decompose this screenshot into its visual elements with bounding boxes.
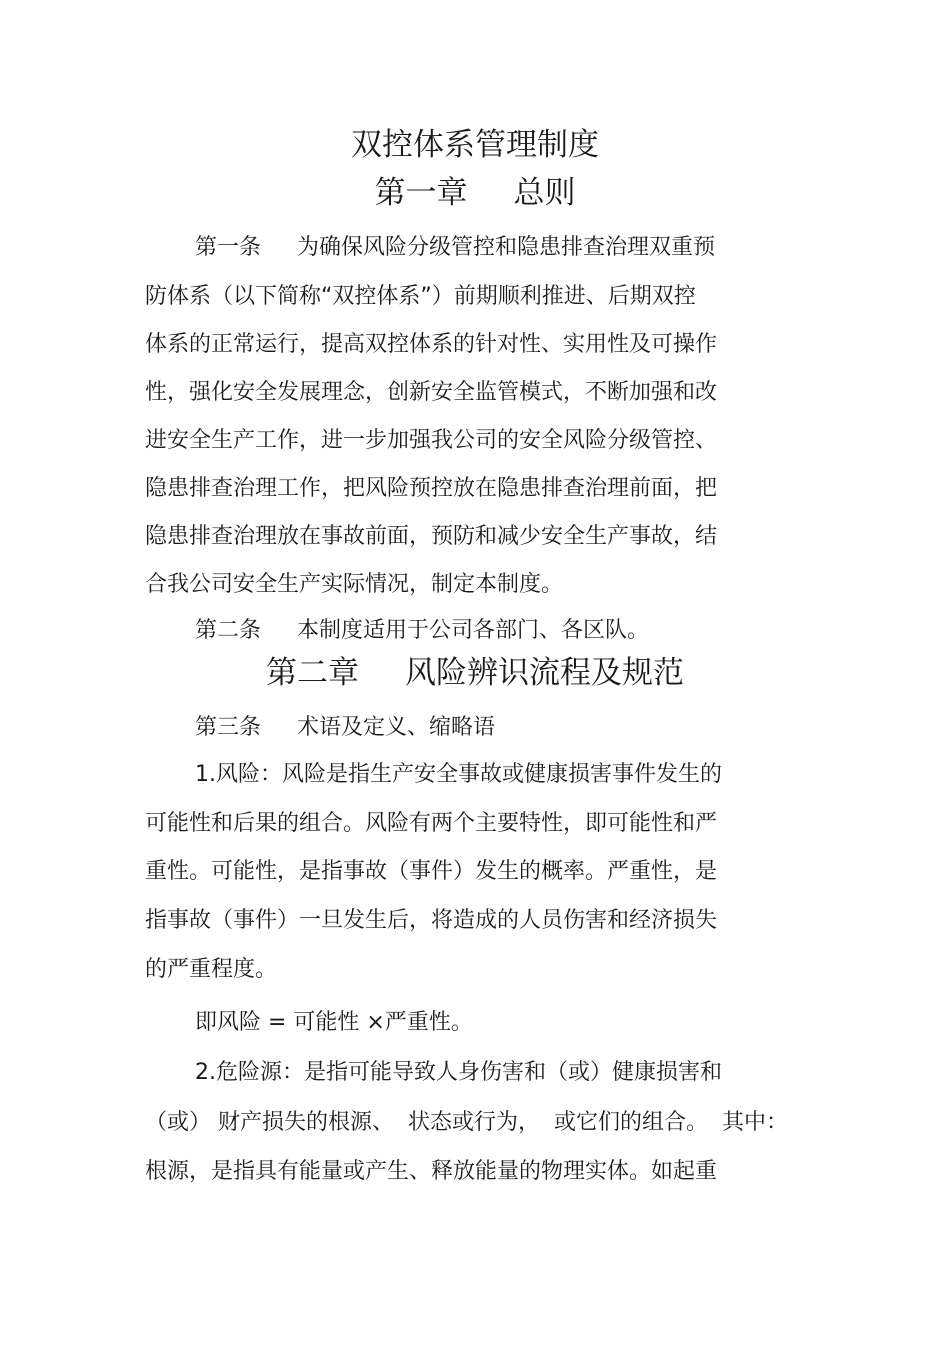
- article-1-line: 防体系（以下简称“双控体系”）前期顺利推进、后期双控: [145, 284, 696, 309]
- article-3-text: 术语及定义、缩略语: [297, 715, 496, 740]
- chapter-2-name: 风险辨识流程及规范: [405, 655, 684, 691]
- definition-1-line: 指事故（事件）一旦发生后，将造成的人员伤害和经济损失: [145, 908, 718, 933]
- article-3-label: 第三条: [195, 715, 262, 740]
- definition-1-line: 的严重程度。: [145, 957, 278, 982]
- article-2-text: 本制度适用于公司各部门、各区队。: [297, 618, 650, 643]
- article-1-line: 隐患排查治理放在事故前面，预防和减少安全生产事故，结: [145, 524, 718, 549]
- article-1-line: 性，强化安全发展理念，创新安全监管模式，不断加强和改: [145, 380, 718, 405]
- definition-2-line: （或） 财产损失的根源、 状态或行为， 或它们的组合。 其中：: [145, 1110, 788, 1135]
- article-1-label: 第一条: [195, 235, 262, 260]
- definition-2-line: 根源，是指具有能量或产生、释放能量的物理实体。如起重: [145, 1159, 718, 1184]
- definition-1-line: 重性。可能性，是指事故（事件）发生的概率。严重性，是: [145, 859, 718, 884]
- chapter-2-heading: [0, 653, 950, 693]
- document-title: 双控体系管理制度: [351, 127, 599, 163]
- definition-1-line: 1.风险：风险是指生产安全事故或健康损害事件发生的: [195, 762, 722, 787]
- article-1-line: [195, 233, 855, 263]
- article-1-line: 体系的正常运行，提高双控体系的针对性、实用性及可操作: [145, 332, 718, 357]
- article-1-text: 为确保风险分级管控和隐患排查治理双重预: [297, 235, 716, 260]
- risk-formula: 即风险 = 可能性 ×严重性。: [195, 1010, 473, 1035]
- article-1-line: 隐患排查治理工作，把风险预控放在隐患排查治理前面，把: [145, 476, 718, 501]
- article-1-line: 合我公司安全生产实际情况，制定本制度。: [145, 572, 564, 597]
- chapter-1-label: 第一章: [374, 175, 468, 211]
- definition-2-line: 2.危险源：是指可能导致人身伤害和（或）健康损害和: [195, 1060, 722, 1085]
- article-2-line: [195, 616, 855, 646]
- article-3-line: [195, 713, 855, 743]
- definition-1-line: 可能性和后果的组合。风险有两个主要特性，即可能性和严: [145, 811, 718, 836]
- chapter-1-name: 总则: [513, 175, 576, 211]
- article-2-label: 第二条: [195, 618, 262, 643]
- chapter-1-heading: [0, 173, 950, 213]
- article-1-line: 进安全生产工作，进一步加强我公司的安全风险分级管控、: [145, 428, 718, 453]
- chapter-2-label: 第二章: [266, 655, 359, 691]
